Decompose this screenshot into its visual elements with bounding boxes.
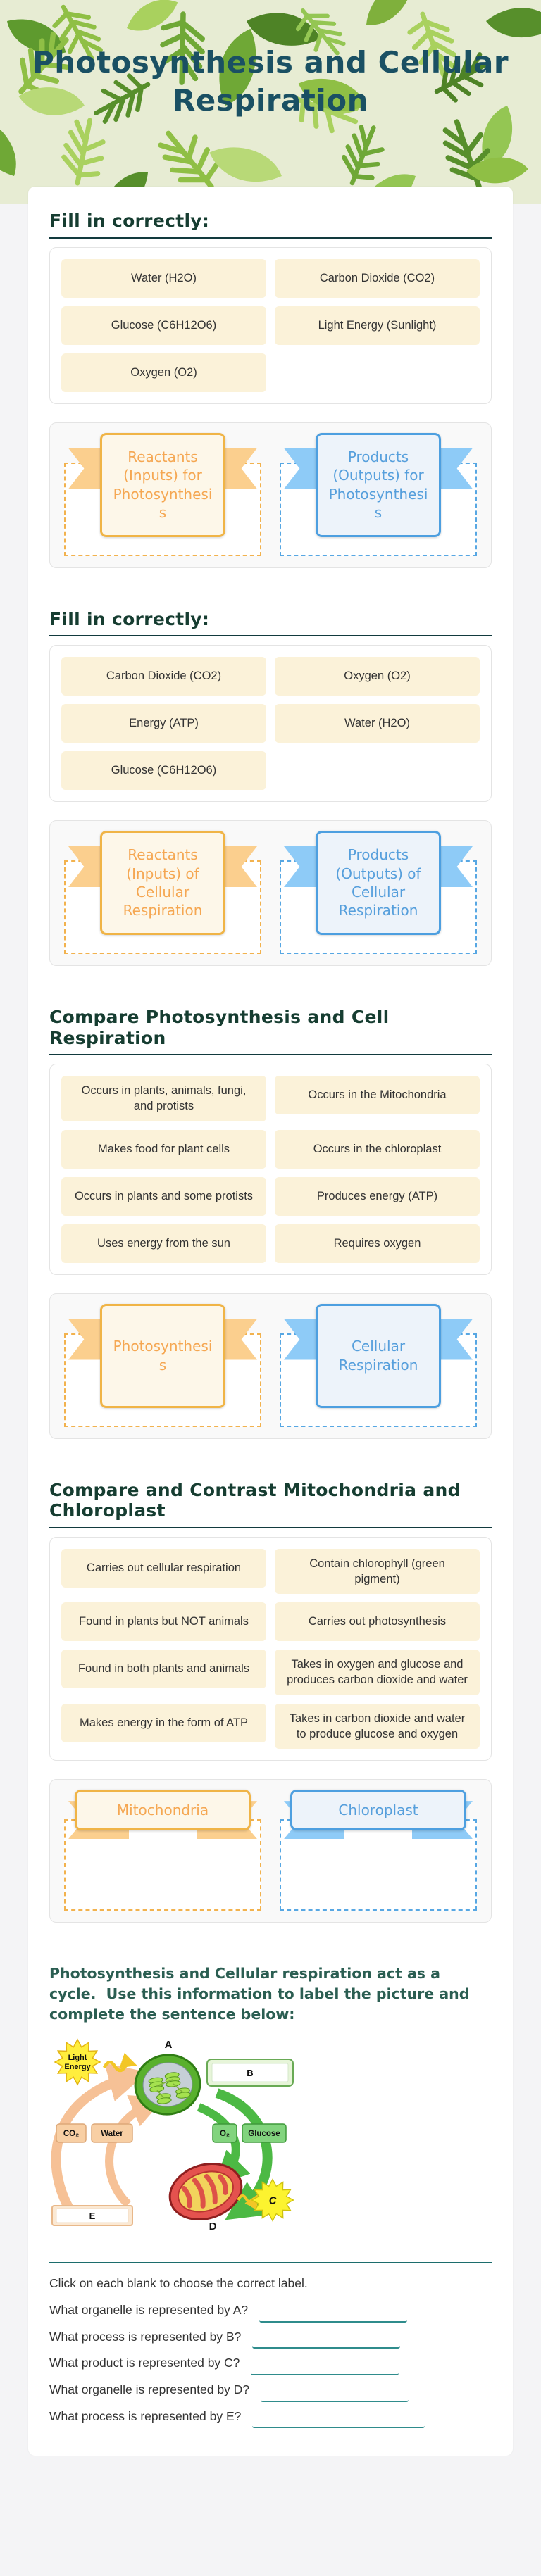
answer-blank[interactable]	[259, 2307, 407, 2323]
word-chip[interactable]: Glucose (C6H12O6)	[61, 751, 266, 790]
word-chip[interactable]: Requires oxygen	[275, 1224, 480, 1263]
word-bank-card	[49, 645, 492, 802]
section-heading: Fill in correctly:	[49, 211, 210, 231]
answer-blank[interactable]	[251, 2360, 399, 2375]
word-chip[interactable]: Water (H2O)	[61, 259, 266, 298]
sorting-banner-card	[49, 820, 492, 966]
svg-text:Light: Light	[68, 2054, 87, 2063]
products-respiration-zone	[275, 831, 481, 955]
word-chip[interactable]: Oxygen (O2)	[61, 353, 266, 392]
light-energy-star-icon	[55, 2040, 100, 2085]
worksheet-panel	[28, 187, 513, 2456]
svg-text:Water: Water	[101, 2130, 123, 2139]
question-label: What product is represented by C?	[49, 2356, 240, 2370]
answer-blank[interactable]	[261, 2387, 409, 2402]
label-d: D	[209, 2220, 217, 2233]
word-chip[interactable]: Makes energy in the form of ATP	[61, 1704, 266, 1742]
word-chip[interactable]: Uses energy from the sun	[61, 1224, 266, 1263]
glucose-chip	[242, 2124, 286, 2142]
label-e-box	[52, 2206, 132, 2225]
question-label: What process is represented by B?	[49, 2329, 242, 2344]
ribbon-title: Products (Outputs) of Cellular Respiration	[316, 831, 441, 935]
word-chip[interactable]: Makes food for plant cells	[61, 1130, 266, 1169]
svg-text:O₂: O₂	[219, 2130, 230, 2139]
word-chip[interactable]: Occurs in the chloroplast	[275, 1130, 480, 1169]
label-a: A	[164, 2039, 173, 2052]
sorting-banner-card	[49, 1293, 492, 1439]
cycle-diagram	[49, 2031, 303, 2235]
chloroplast-zone	[275, 1790, 481, 1912]
page-header	[0, 0, 541, 204]
word-chip[interactable]: Water (H2O)	[275, 704, 480, 743]
question-row	[49, 2329, 492, 2346]
section-divider	[49, 2262, 492, 2263]
question-label: What organelle is represented by D?	[49, 2382, 250, 2397]
word-chip[interactable]: Carbon Dioxide (CO2)	[61, 657, 266, 696]
o2-chip	[213, 2124, 237, 2142]
answer-blank[interactable]	[252, 2413, 425, 2428]
svg-text:B: B	[247, 2068, 254, 2079]
word-chip[interactable]: Produces energy (ATP)	[275, 1177, 480, 1216]
ribbon-title: Photosynthesis	[100, 1304, 225, 1408]
ribbon-title: Reactants (Inputs) for Photosynthesis	[100, 433, 225, 537]
products-photosynthesis-zone	[275, 433, 481, 558]
word-chip[interactable]: Takes in oxygen and glucose and produces carbon dioxide and water	[275, 1650, 480, 1695]
co2-chip	[56, 2124, 86, 2142]
word-chip[interactable]: Occurs in plants and some protists	[61, 1177, 266, 1216]
question-row	[49, 2355, 492, 2372]
word-bank-card	[49, 1064, 492, 1275]
photosynthesis-zone	[60, 1304, 266, 1428]
word-chip[interactable]: Occurs in plants, animals, fungi, and protists	[61, 1076, 266, 1121]
heading-rule	[49, 1054, 492, 1055]
question-label: What process is represented by E?	[49, 2408, 242, 2423]
word-chip[interactable]: Takes in carbon dioxide and water to produce glucose and oxygen	[275, 1704, 480, 1749]
word-chip[interactable]: Carbon Dioxide (CO2)	[275, 259, 480, 298]
question-row	[49, 2382, 492, 2399]
mitochondria-zone	[60, 1790, 266, 1912]
word-chip[interactable]: Found in plants but NOT animals	[61, 1602, 266, 1641]
ribbon-title: Cellular Respiration	[316, 1304, 441, 1408]
word-chip[interactable]: Energy (ATP)	[61, 704, 266, 743]
svg-text:CO₂: CO₂	[63, 2130, 80, 2139]
word-chip[interactable]: Light Energy (Sunlight)	[275, 306, 480, 345]
svg-text:C: C	[268, 2195, 277, 2207]
cellular-respiration-zone	[275, 1304, 481, 1428]
ribbon-title: Reactants (Inputs) of Cellular Respiration	[100, 831, 225, 935]
page-title: Photosynthesis and Cellular Respiration	[32, 45, 509, 118]
word-chip[interactable]: Occurs in the Mitochondria	[275, 1076, 480, 1114]
ribbon-title: Products (Outputs) for Photosynthesis	[316, 433, 441, 537]
ribbon-title: Chloroplast	[290, 1790, 466, 1830]
light-to-chloroplast-arrow	[104, 2062, 131, 2071]
ribbon-title: Mitochondria	[75, 1790, 251, 1830]
question-row	[49, 2302, 492, 2319]
sorting-banner-card	[49, 1779, 492, 1923]
question-row	[49, 2408, 492, 2425]
section-heading: Fill in correctly:	[49, 608, 210, 629]
svg-text:Glucose: Glucose	[248, 2130, 280, 2139]
section-heading: Compare Photosynthesis and Cell Respiration	[49, 1007, 390, 1048]
heading-rule	[49, 635, 492, 636]
sorting-banner-card	[49, 422, 492, 568]
reactants-respiration-zone	[60, 831, 266, 955]
heading-rule	[49, 1527, 492, 1528]
section-heading: Compare and Contrast Mitochondria and Chloroplast	[49, 1479, 461, 1521]
word-chip[interactable]: Oxygen (O2)	[275, 657, 480, 696]
answer-blank[interactable]	[252, 2333, 400, 2349]
word-bank-card	[49, 247, 492, 404]
cycle-intro-text: Photosynthesis and Cellular respiration act as a cycle. Use this information to label the picture and complete the sentence below:	[49, 1965, 475, 2023]
word-chip[interactable]: Carries out cellular respiration	[61, 1549, 266, 1588]
word-chip[interactable]: Carries out photosynthesis	[275, 1602, 480, 1641]
word-chip[interactable]: Contain chlorophyll (green pigment)	[275, 1549, 480, 1595]
water-chip	[92, 2124, 132, 2142]
word-chip[interactable]: Found in both plants and animals	[61, 1650, 266, 1688]
blank-instruction: Click on each blank to choose the correct label.	[49, 2276, 308, 2291]
word-bank-card	[49, 1537, 492, 1761]
question-label: What organelle is represented by A?	[49, 2303, 249, 2318]
svg-text:E: E	[89, 2211, 96, 2222]
heading-rule	[49, 237, 492, 239]
svg-text:Energy: Energy	[64, 2063, 91, 2072]
word-chip[interactable]: Glucose (C6H12O6)	[61, 306, 266, 345]
label-b-box	[207, 2059, 293, 2086]
reactants-photosynthesis-zone	[60, 433, 266, 558]
respiration-to-photosynthesis-arrow-inner	[109, 2103, 152, 2204]
